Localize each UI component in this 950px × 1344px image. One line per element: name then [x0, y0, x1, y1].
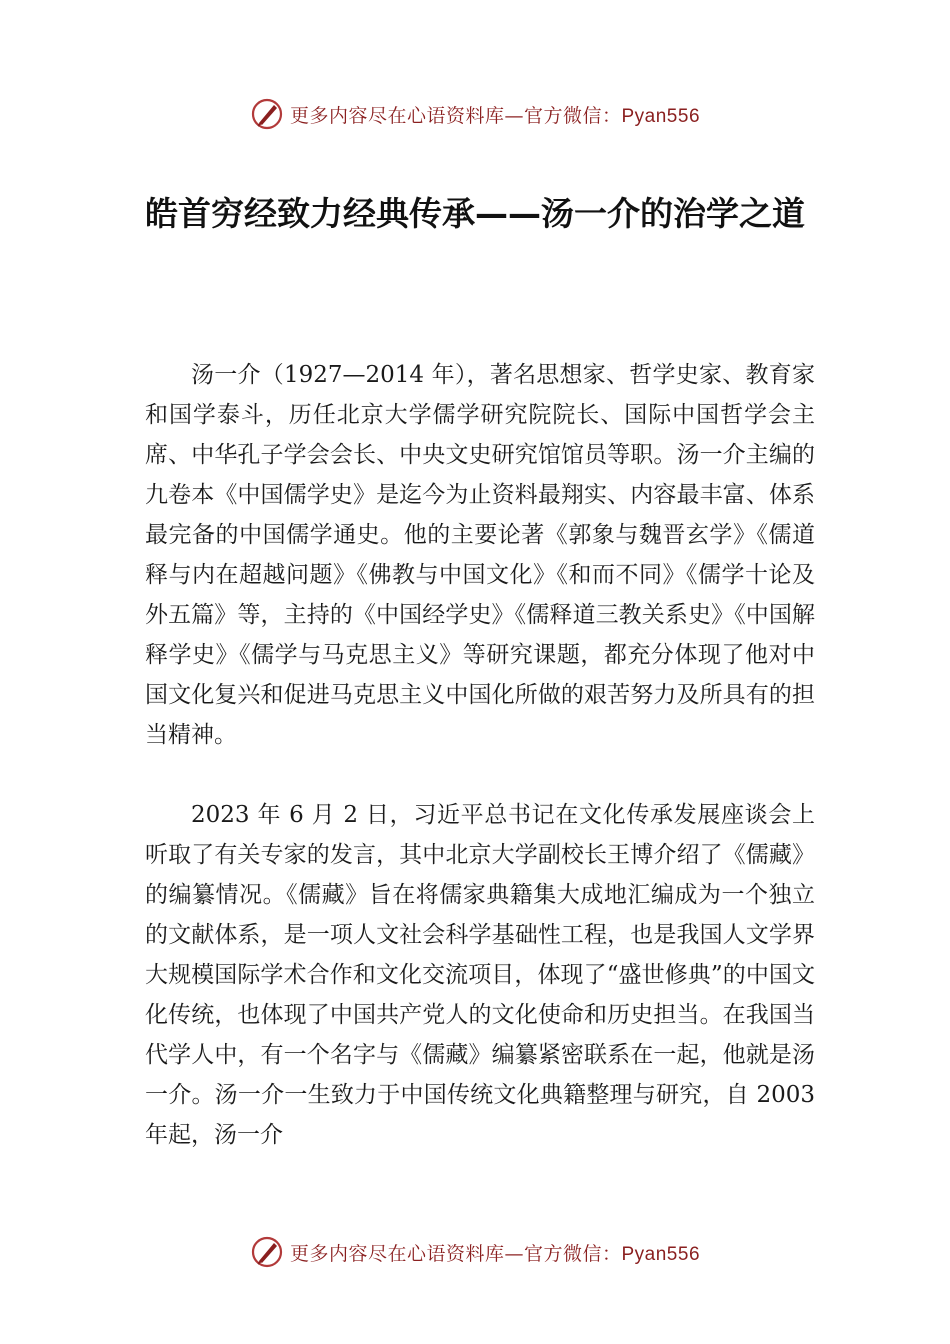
- document-body: [145, 355, 815, 1195]
- footer-banner: [0, 1232, 950, 1272]
- quill-pen-logo-icon: [250, 1235, 284, 1269]
- header-banner: [0, 94, 950, 134]
- banner-text: [290, 101, 700, 128]
- wechat-id: Pyan556: [621, 105, 701, 127]
- banner-label: 更多内容尽在心语资料库—官方微信：: [289, 104, 622, 127]
- quill-pen-logo-icon: [250, 97, 284, 131]
- document-title: 皓首穷经致力经典传承——汤一介的治学之道: [145, 194, 805, 233]
- banner-label: 更多内容尽在心语资料库—官方微信：: [289, 1242, 622, 1265]
- wechat-id: Pyan556: [621, 1243, 701, 1265]
- paragraph-1: 汤一介（1927—2014 年），著名思想家、哲学史家、教育家和国学泰斗，历任北京大学儒学研究院院长、国际中国哲学会主席、中华孔子学会会长、中央文史研究馆馆员等职。汤一介主编的九卷本《中国儒学史》是迄今为止资料最翔实、内容最丰富、体系最完备的中国儒学通史。他的主要论著《郭象与魏晋玄学》《儒道释与内在超越问题》《佛教与中国文化》《和而不同》《儒学十论及外五篇》等，主持的《中国经学史》《儒释道三教关系史》《中国解释学史》《儒学与马克思主义》等研究课题，都充分体现了他对中国文化复兴和促进马克思主义中国化所做的艰苦努力及所具有的担当精神。: [145, 362, 815, 748]
- banner-text: [290, 1239, 700, 1266]
- paragraph-2: 2023 年 6 月 2 日，习近平总书记在文化传承发展座谈会上听取了有关专家的发言，其中北京大学副校长王博介绍了《儒藏》的编纂情况。《儒藏》旨在将儒家典籍集大成地汇编成为一个独立的文献体系，是一项人文社会科学基础性工程，也是我国人文学界大规模国际学术合作和文化交流项目，体现了“盛世修典”的中国文化传统，也体现了中国共产党人的文化使命和历史担当。在我国当代学人中，有一个名字与《儒藏》编纂紧密联系在一起，他就是汤一介。汤一介一生致力于中国传统文化典籍整理与研究，自 2003 年起，汤一介: [145, 802, 815, 1148]
